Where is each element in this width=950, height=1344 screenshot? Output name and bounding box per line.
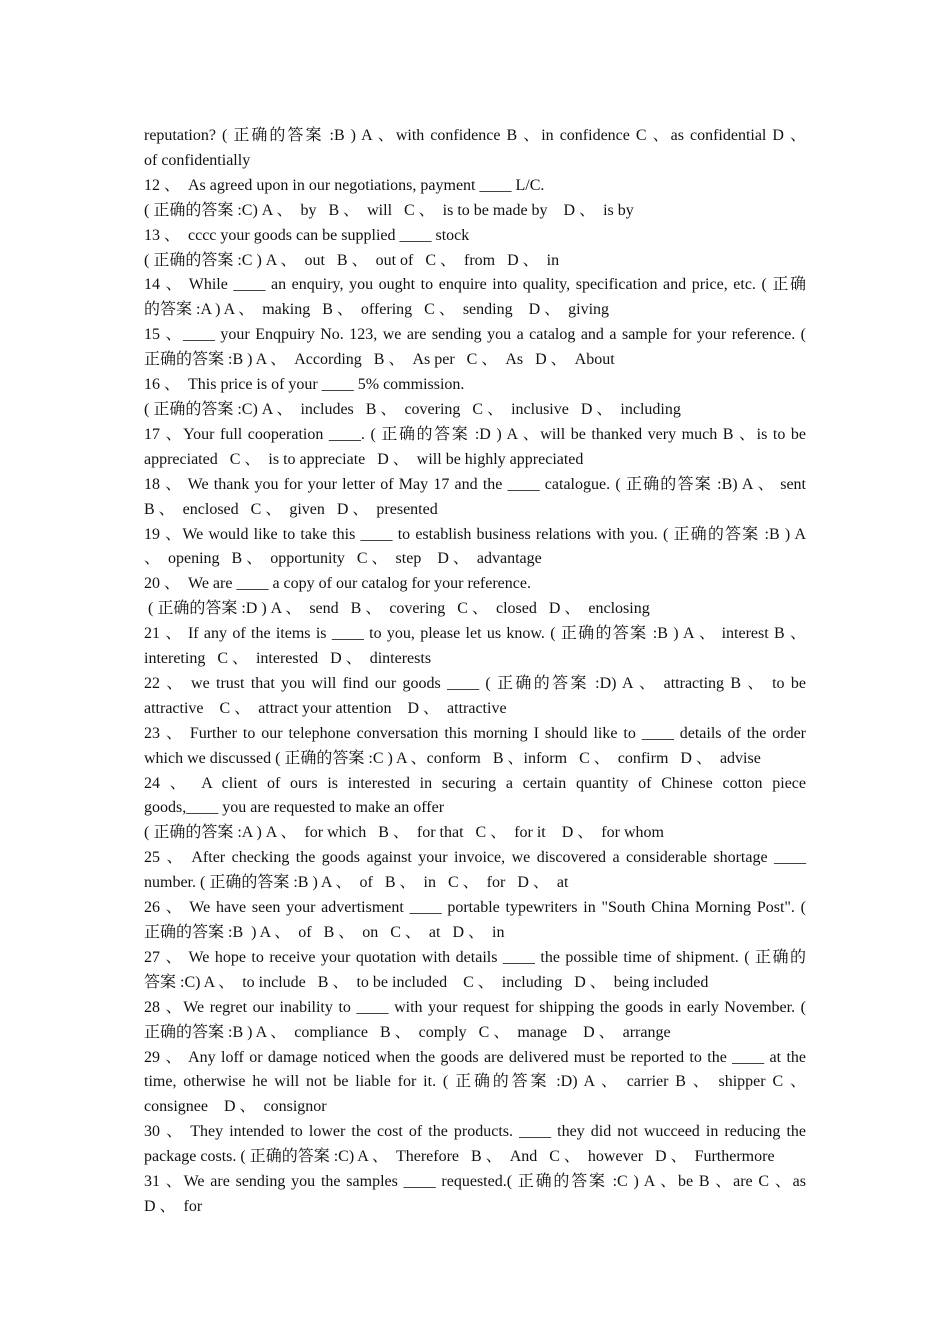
text-line: 21 、 If any of the items is ____ to you, please let us know. ( 正确的答案 :B ) A 、 interest B 、	[144, 625, 806, 643]
text-line: 24 、 A client of ours is interested in securing a certain quantity of Chinese cotton piece	[144, 774, 806, 792]
text-line: of confidentially	[144, 151, 251, 169]
text-line: 的答案 :A ) A 、 making B 、 offering C 、 sending D 、 giving	[144, 301, 610, 319]
text-line: 30 、 They intended to lower the cost of the products. ____ they did not wucceed in reducing the	[144, 1123, 806, 1141]
text-line: 20 、 We are ____ a copy of our catalog for your reference.	[144, 575, 531, 593]
text-line: 27 、 We hope to receive your quotation with details ____ the possible time of shipment. ( 正确的	[144, 948, 806, 966]
text-line: 18 、 We thank you for your letter of May 17 and the ____ catalogue. ( 正确的答案 :B) A 、 sent	[144, 475, 806, 493]
text-line: 15 、____ your Enqpuiry No. 123, we are sending you a catalog and a sample for your reference. (	[144, 326, 806, 344]
text-line: 16 、 This price is of your ____ 5% commission.	[144, 376, 465, 394]
text-line: 25 、 After checking the goods against your invoice, we discovered a considerable shortage ____	[144, 849, 806, 867]
text-line: 29 、 Any loff or damage noticed when the goods are delivered must be reported to the ____ at the	[144, 1048, 806, 1066]
text-line: consignee D 、 consignor	[144, 1098, 327, 1116]
text-line: number. ( 正确的答案 :B ) A 、 of B 、 in C 、 for D 、 at	[144, 874, 569, 892]
text-line: ( 正确的答案 :C) A 、 includes B 、 covering C 、 inclusive D 、 including	[144, 400, 681, 418]
text-line: time, otherwise he will not be liable for it. ( 正确的答案 :D) A 、 carrier B 、 shipper C 、	[144, 1073, 806, 1091]
text-line: 19 、We would like to take this ____ to establish business relations with you. ( 正确的答案 :B ) A	[144, 525, 806, 543]
text-line: 31 、We are sending you the samples ____ requested.( 正确的答案 :C ) A 、be B 、are C 、as	[144, 1173, 806, 1191]
text-line: goods,____ you are requested to make an offer	[144, 799, 445, 817]
text-line: 、 opening B 、 opportunity C 、 step D 、 advantage	[144, 550, 542, 568]
text-line: 正确的答案 :B ) A 、 compliance B 、 comply C 、 manage D 、 arrange	[144, 1023, 671, 1041]
text-line: intereting C 、 interested D 、 dinterests	[144, 650, 432, 668]
text-line: 答案 :C) A 、 to include B 、 to be included C 、 including D 、 being included	[144, 973, 709, 991]
text-line: appreciated C 、 is to appreciate D 、 will be highly appreciated	[144, 450, 584, 468]
text-line: which we discussed ( 正确的答案 :C ) A 、conform B 、inform C 、 confirm D 、 advise	[144, 749, 761, 767]
text-line: 14 、 While ____ an enquiry, you ought to enquire into quality, specification and price, etc. ( 正确	[144, 276, 806, 294]
text-line: 22 、 we trust that you will find our goods ____ ( 正确的答案 :D) A 、 attracting B 、 to be	[144, 674, 806, 692]
text-line: ( 正确的答案 :C) A 、 by B 、 will C 、 is to be made by D 、 is by	[144, 201, 634, 219]
text-line: 26 、 We have seen your advertisment ____ portable typewriters in "South China Morning Post". (	[144, 899, 806, 917]
document-page	[144, 124, 806, 1220]
text-line: D 、 for	[144, 1197, 203, 1215]
text-line: ( 正确的答案 :D ) A 、 send B 、 covering C 、 closed D 、 enclosing	[144, 600, 650, 618]
text-line: ( 正确的答案 :C ) A 、 out B 、 out of C 、 from D 、 in	[144, 251, 560, 269]
text-line: attractive C 、 attract your attention D 、 attractive	[144, 699, 507, 717]
text-line: ( 正确的答案 :A ) A 、 for which B 、 for that C 、 for it D 、 for whom	[144, 824, 664, 842]
text-line: 28 、We regret our inability to ____ with your request for shipping the goods in early November. (	[144, 998, 806, 1016]
text-line: package costs. ( 正确的答案 :C) A 、 Therefore B 、 And C 、 however D 、 Furthermore	[144, 1148, 775, 1166]
text-line: B 、 enclosed C 、 given D 、 presented	[144, 500, 438, 518]
text-line: 13 、 cccc your goods can be supplied ____ stock	[144, 226, 470, 244]
text-line: 17 、Your full cooperation ____. ( 正确的答案 :D ) A 、will be thanked very much B 、is to be	[144, 425, 806, 443]
text-line: 23 、 Further to our telephone conversation this morning I should like to ____ details of the order	[144, 724, 806, 742]
text-line: 12 、 As agreed upon in our negotiations, payment ____ L/C.	[144, 176, 545, 194]
text-line: 正确的答案 :B ) A 、 of B 、 on C 、 at D 、 in	[144, 924, 505, 941]
text-line: 正确的答案 :B ) A 、 According B 、 As per C 、 As D 、 About	[144, 351, 615, 369]
text-line: reputation? ( 正确的答案 :B ) A 、with confidence B 、in confidence C 、as confidential D 、	[144, 127, 806, 144]
